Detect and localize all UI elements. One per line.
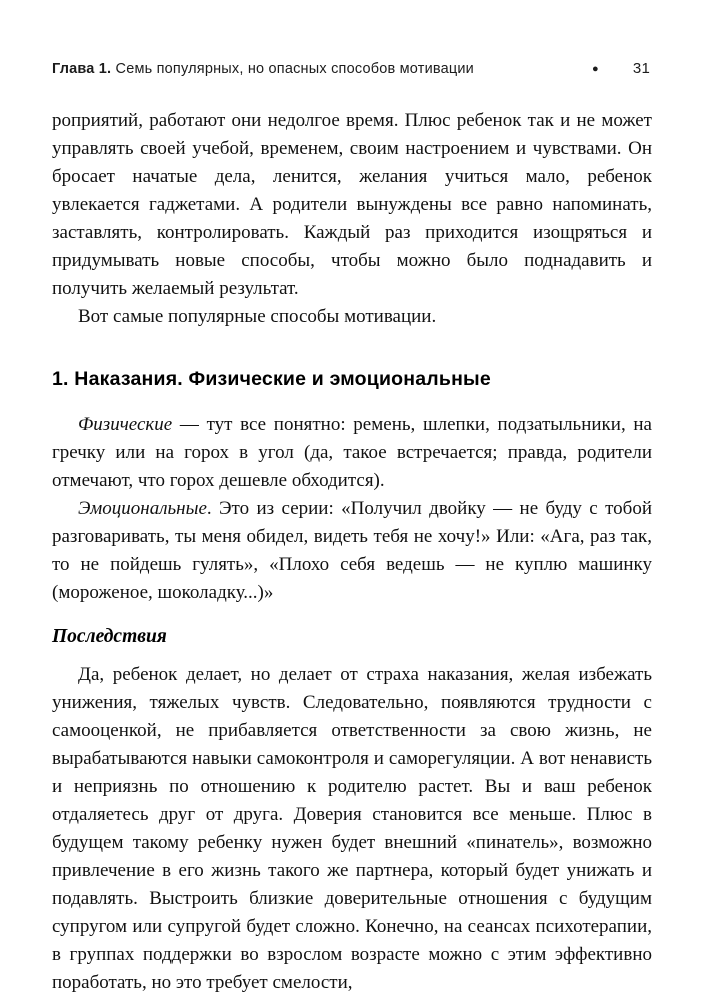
section-heading: 1. Наказания. Физические и эмоциональные [52,368,491,390]
chapter-header [52,61,474,77]
paragraph-continued: роприятий, работают они недолгое время. Плюс ребенок так и не может управлять своей учебой, временем, своим настроением и чувствами. Он бросает начатые дела, ленится, желания учиться мало, ребенок увлекается гаджетами. А родители вынуждены все равно напоминать, заставлять, контролировать. Каждый раз приходится изощряться и придумывать новые способы, чтобы можно было поднадавить и получить желаемый результат. [52,110,652,299]
header-right [592,60,650,77]
page-number: 31 [632,60,650,77]
bullet-separator-icon: ● [592,63,599,75]
paragraph: Вот самые популярные способы мотивации. [78,306,437,327]
paragraph [52,411,652,495]
italic-lead: Эмоциональные [78,498,207,519]
paragraph-text: — тут все понятно: ремень, шлепки, подзатыльники, на гречку или на горох в угол (да, такое встречается; правда, родители отмечают, что горох дешевле обходится). [52,414,652,491]
paragraph: Да, ребенок делает, но делает от страха наказания, желая избежать унижения, тяжелых чувств. Следовательно, появляются трудности с самооценкой, не прибавляется ответственности за свою жизнь, не вырабатываются навыки самоконтроля и саморегуляции. А вот ненависть и неприязнь по отношению к родителю растет. Вы и ваш ребенок отдаляетесь друг от друга. Доверия становится все меньше. Плюс в будущем такому ребенку нужен будет внешний «пинатель», возможно привлечение в его жизнь такого же партнера, который будет унижать и подавлять. Выстроить близкие доверительные отношения с будущим супругом или супругой будет сложно. Конечно, на сеансах психотерапии, в группах поддержки во взрослом возрасте можно с этим эффективно поработать, но это требует смелости, [52,664,652,993]
running-header [52,60,652,77]
paragraph-text: . Это из серии: «Получил двойку — не буду с тобой разговаривать, ты меня обидел, видеть тебя не хочу!» Или: «Ага, раз так, то не пойдешь гулять», «Плохо себя ведешь — не куплю машинку (мороженое, шоколадку...)» [52,498,652,603]
italic-lead: Физические [78,414,173,435]
paragraph [52,495,652,607]
chapter-label: Глава 1. [52,61,112,77]
subheading: Последствия [52,626,167,647]
page-body [52,107,652,997]
chapter-title: Семь популярных, но опасных способов мотивации [111,61,474,77]
